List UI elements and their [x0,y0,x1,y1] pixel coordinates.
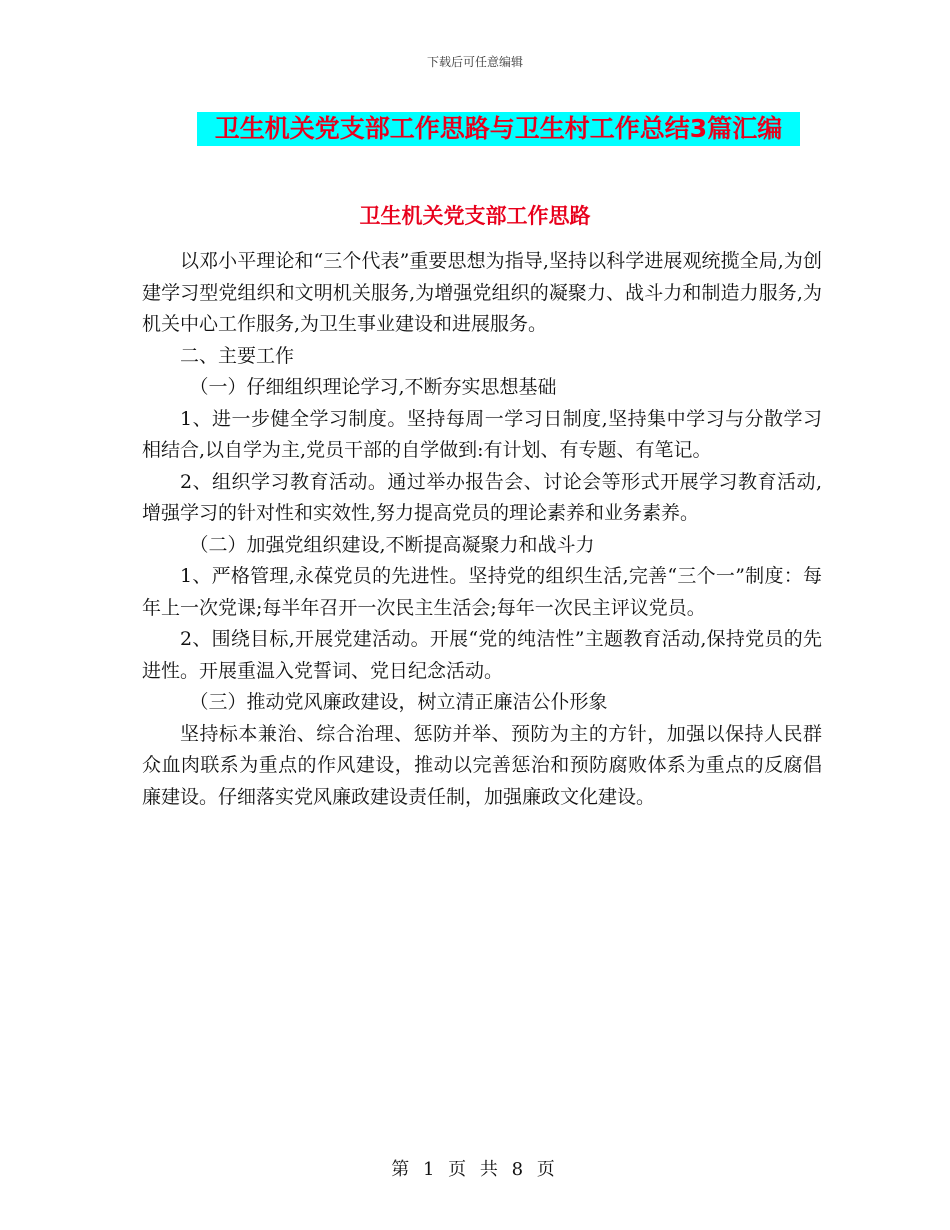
subheading-theory-study: （一）仔细组织理论学习,不断夯实思想基础 [189,376,557,398]
paragraph-intro: 以邓小平理论和“三个代表”重要思想为指导,坚持以科学进展观统揽全局,为创建学习型党组织和文明机关服务,为增强党组织的凝聚力、战斗力和制造力服务,为机关中心工作服务,为卫生事业建设和进展服务。 [142,250,822,335]
document-title: 卫生机关党支部工作思路与卫生村工作总结3篇汇编 [197,112,800,146]
page-footer: 第 1 页 共 8 页 [391,1159,559,1180]
paragraph-strict-management: 1、严格管理,永葆党员的先进性。坚持党的组织生活,完善“三个一”制度：每年上一次党课;每半年召开一次民主生活会;每年一次民主评议党员。 [142,565,822,619]
header-note: 下载后可任意编辑 [426,55,523,69]
paragraph-study-activities: 2、组织学习教育活动。通过举办报告会、讨论会等形式开展学习教育活动,增强学习的针对性和实效性,努力提高党员的理论素养和业务素养。 [142,470,822,524]
subheading-party-building: （二）加强党组织建设,不断提高凝聚力和战斗力 [189,533,595,556]
paragraph-party-activities: 2、围绕目标,开展党建活动。开展“党的纯洁性”主题教育活动,保持党员的先进性。开展重温入党誓词、党日纪念活动。 [142,628,822,682]
section-title: 卫生机关党支部工作思路 [359,204,591,228]
paragraph-anti-corruption: 坚持标本兼治、综合治理、惩防并举、预防为主的方针，加强以保持人民群众血肉联系为重点的作风建设，推动以完善惩治和预防腐败体系为重点的反腐倡廉建设。仔细落实党风廉政建设责任制，加强廉政文化建设。 [142,722,822,808]
paragraph-study-system: 1、进一步健全学习制度。坚持每周一学习日制度,坚持集中学习与分散学习相结合,以自学为主,党员干部的自学做到:有计划、有专题、有笔记。 [142,407,822,461]
document-body [142,246,822,813]
subheading-integrity: （三）推动党风廉政建设，树立清正廉洁公仆形象 [189,691,608,713]
heading-main-work: 二、主要工作 [180,344,295,367]
